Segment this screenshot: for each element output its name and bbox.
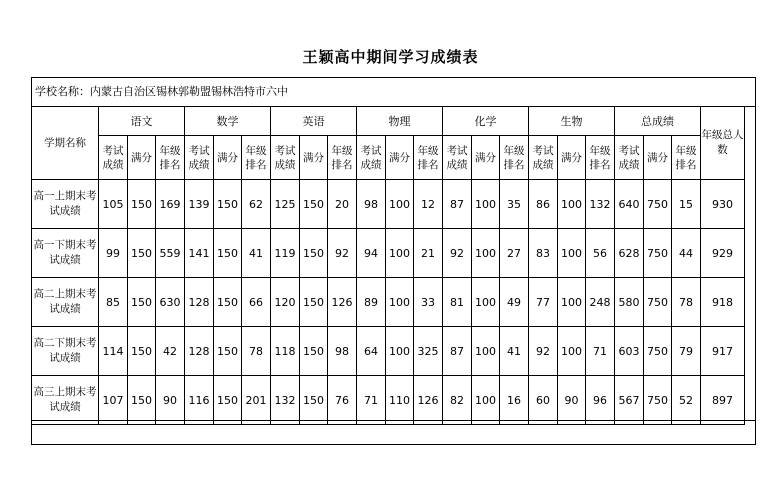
- sub-column-header: 满分: [128, 136, 156, 180]
- score-cell: 49: [500, 278, 529, 327]
- blank-footer-row: [32, 420, 755, 447]
- score-cell: 248: [586, 278, 615, 327]
- score-cell: 119: [271, 229, 300, 278]
- sub-column-header: 年级排名: [414, 136, 443, 180]
- score-cell: 150: [300, 180, 328, 229]
- score-cell: 44: [672, 229, 701, 278]
- term-cell: 高二下期末考试成绩: [32, 327, 99, 376]
- score-cell: 118: [271, 327, 300, 376]
- score-cell: 139: [185, 180, 214, 229]
- term-cell: 高二上期末考试成绩: [32, 278, 99, 327]
- score-cell: 110: [386, 376, 414, 425]
- term-cell: 高三上期末考试成绩: [32, 376, 99, 425]
- score-cell: 42: [156, 327, 185, 376]
- sub-column-header: 考试成绩: [529, 136, 558, 180]
- score-cell: 132: [271, 376, 300, 425]
- sub-column-header: 满分: [644, 136, 672, 180]
- score-cell: 90: [156, 376, 185, 425]
- score-cell: 150: [300, 376, 328, 425]
- score-cell: 98: [328, 327, 357, 376]
- score-cell: 100: [472, 278, 500, 327]
- score-cell: 750: [644, 180, 672, 229]
- score-cell: 82: [443, 376, 472, 425]
- score-cell: 71: [586, 327, 615, 376]
- score-cell: 125: [271, 180, 300, 229]
- subject-header: 总成绩: [615, 107, 701, 136]
- grade-sheet: [31, 77, 756, 445]
- score-cell: 100: [386, 180, 414, 229]
- sub-column-header: 年级排名: [328, 136, 357, 180]
- table-row: [32, 327, 745, 376]
- score-cell: 150: [214, 376, 242, 425]
- score-cell: 98: [357, 180, 386, 229]
- score-cell: 56: [586, 229, 615, 278]
- term-header: 学期名称: [32, 107, 99, 180]
- score-cell: 640: [615, 180, 644, 229]
- score-cell: 107: [99, 376, 128, 425]
- score-cell: 150: [128, 376, 156, 425]
- score-cell: 33: [414, 278, 443, 327]
- grade-total-cell: 929: [701, 229, 745, 278]
- score-cell: 567: [615, 376, 644, 425]
- score-cell: 132: [586, 180, 615, 229]
- score-cell: 750: [644, 229, 672, 278]
- score-cell: 150: [300, 229, 328, 278]
- score-cell: 100: [386, 278, 414, 327]
- grade-total-cell: 918: [701, 278, 745, 327]
- score-cell: 126: [328, 278, 357, 327]
- sub-column-header: 满分: [300, 136, 328, 180]
- sub-column-header: 年级排名: [672, 136, 701, 180]
- grade-total-cell: 917: [701, 327, 745, 376]
- score-cell: 92: [443, 229, 472, 278]
- grade-total-cell: 930: [701, 180, 745, 229]
- sub-column-header: 考试成绩: [185, 136, 214, 180]
- score-cell: 94: [357, 229, 386, 278]
- score-cell: 750: [644, 327, 672, 376]
- score-cell: 96: [586, 376, 615, 425]
- score-cell: 87: [443, 327, 472, 376]
- score-cell: 100: [558, 278, 586, 327]
- score-cell: 100: [558, 180, 586, 229]
- score-cell: 66: [242, 278, 271, 327]
- score-cell: 559: [156, 229, 185, 278]
- score-cell: 150: [214, 327, 242, 376]
- score-cell: 150: [128, 278, 156, 327]
- term-cell: 高一上期末考试成绩: [32, 180, 99, 229]
- score-cell: 92: [328, 229, 357, 278]
- score-cell: 100: [558, 327, 586, 376]
- score-cell: 99: [99, 229, 128, 278]
- table-row: [32, 229, 745, 278]
- score-cell: 15: [672, 180, 701, 229]
- score-cell: 78: [242, 327, 271, 376]
- score-cell: 71: [357, 376, 386, 425]
- score-cell: 100: [386, 229, 414, 278]
- score-cell: 169: [156, 180, 185, 229]
- sub-column-header: 年级排名: [156, 136, 185, 180]
- score-cell: 27: [500, 229, 529, 278]
- score-cell: 86: [529, 180, 558, 229]
- score-cell: 114: [99, 327, 128, 376]
- score-cell: 100: [472, 180, 500, 229]
- score-cell: 87: [443, 180, 472, 229]
- score-cell: 62: [242, 180, 271, 229]
- subject-header: 物理: [357, 107, 443, 136]
- score-cell: 150: [128, 180, 156, 229]
- score-cell: 60: [529, 376, 558, 425]
- score-cell: 12: [414, 180, 443, 229]
- score-cell: 628: [615, 229, 644, 278]
- sub-column-header: 年级排名: [242, 136, 271, 180]
- score-cell: 750: [644, 376, 672, 425]
- score-cell: 100: [472, 229, 500, 278]
- score-cell: 141: [185, 229, 214, 278]
- score-cell: 750: [644, 278, 672, 327]
- score-cell: 201: [242, 376, 271, 425]
- score-cell: 78: [672, 278, 701, 327]
- score-cell: 81: [443, 278, 472, 327]
- sub-column-header: 年级排名: [500, 136, 529, 180]
- score-cell: 21: [414, 229, 443, 278]
- sub-column-header: 考试成绩: [99, 136, 128, 180]
- grade-total-cell: 897: [701, 376, 745, 425]
- score-cell: 100: [386, 327, 414, 376]
- sub-column-header: 满分: [386, 136, 414, 180]
- score-cell: 76: [328, 376, 357, 425]
- subject-header: 数学: [185, 107, 271, 136]
- term-cell: 高一下期末考试成绩: [32, 229, 99, 278]
- sub-column-header: 考试成绩: [615, 136, 644, 180]
- score-cell: 77: [529, 278, 558, 327]
- sub-column-header: 考试成绩: [271, 136, 300, 180]
- score-cell: 150: [128, 327, 156, 376]
- score-cell: 85: [99, 278, 128, 327]
- sub-column-header: 年级排名: [586, 136, 615, 180]
- table-row: [32, 180, 745, 229]
- score-cell: 580: [615, 278, 644, 327]
- score-cell: 116: [185, 376, 214, 425]
- score-cell: 150: [300, 278, 328, 327]
- score-cell: 35: [500, 180, 529, 229]
- score-cell: 120: [271, 278, 300, 327]
- sub-column-header: 考试成绩: [357, 136, 386, 180]
- score-cell: 52: [672, 376, 701, 425]
- score-cell: 100: [472, 327, 500, 376]
- sub-column-header: 满分: [472, 136, 500, 180]
- score-cell: 150: [300, 327, 328, 376]
- score-cell: 89: [357, 278, 386, 327]
- score-cell: 64: [357, 327, 386, 376]
- score-cell: 325: [414, 327, 443, 376]
- subject-header: 语文: [99, 107, 185, 136]
- score-cell: 100: [558, 229, 586, 278]
- score-cell: 83: [529, 229, 558, 278]
- score-cell: 603: [615, 327, 644, 376]
- score-cell: 90: [558, 376, 586, 425]
- score-cell: 150: [214, 278, 242, 327]
- score-cell: 16: [500, 376, 529, 425]
- page-title: 王颖高中期间学习成绩表: [302, 48, 479, 66]
- sub-column-header: 考试成绩: [443, 136, 472, 180]
- score-cell: 150: [128, 229, 156, 278]
- sub-column-header: 满分: [214, 136, 242, 180]
- grades-table: [31, 106, 745, 425]
- score-cell: 128: [185, 327, 214, 376]
- sub-column-header: 满分: [558, 136, 586, 180]
- subject-header: 化学: [443, 107, 529, 136]
- score-cell: 41: [242, 229, 271, 278]
- score-cell: 150: [214, 229, 242, 278]
- subject-header: 生物: [529, 107, 615, 136]
- score-cell: 92: [529, 327, 558, 376]
- score-cell: 630: [156, 278, 185, 327]
- score-cell: 100: [472, 376, 500, 425]
- subject-header: 英语: [271, 107, 357, 136]
- table-row: [32, 278, 745, 327]
- score-cell: 20: [328, 180, 357, 229]
- table-row: [32, 376, 745, 425]
- grade-total-header: 年级总人数: [701, 107, 745, 180]
- score-cell: 128: [185, 278, 214, 327]
- score-cell: 150: [214, 180, 242, 229]
- score-cell: 126: [414, 376, 443, 425]
- score-cell: 105: [99, 180, 128, 229]
- school-name: 学校名称：内蒙古自治区锡林郭勒盟锡林浩特市六中: [32, 78, 755, 107]
- score-cell: 79: [672, 327, 701, 376]
- score-cell: 41: [500, 327, 529, 376]
